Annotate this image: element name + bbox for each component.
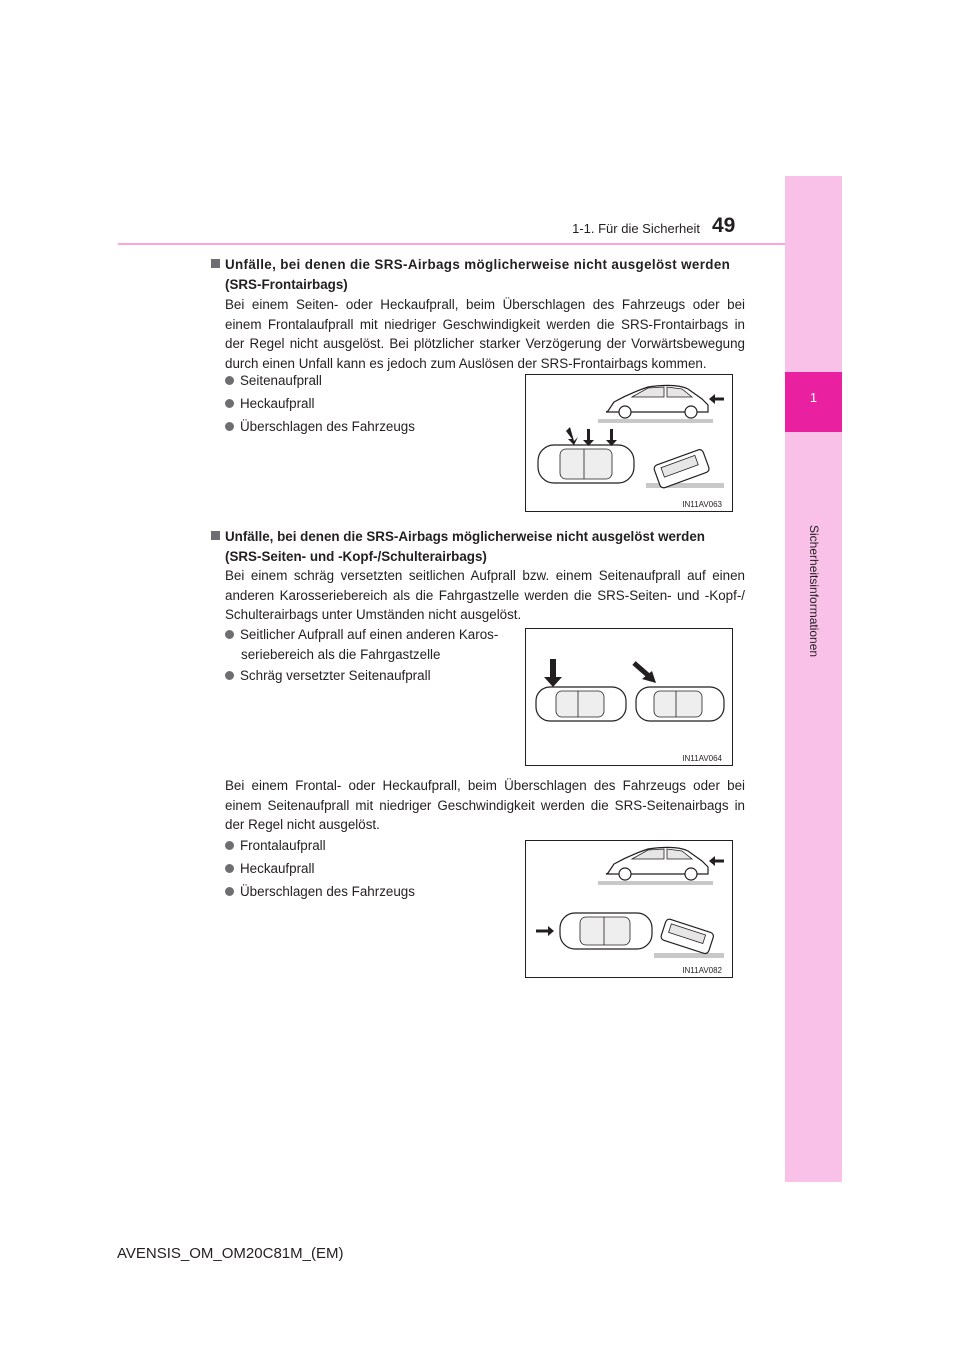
car-rollover-icon [654, 918, 724, 958]
car-impact-illustration [526, 375, 732, 511]
bullet-icon [225, 671, 234, 680]
car-rollover-icon [646, 449, 724, 489]
figure-front-rear-rollover [525, 840, 733, 978]
car-side-view-icon [598, 847, 713, 885]
figure-id: IN11AV064 [682, 754, 722, 763]
list-item: Heckaufprall [225, 394, 314, 414]
section1-body: Bei einem Seiten- oder Heckaufprall, beim Überschlagen des Fahrzeugs oder bei einem Frontalaufprall mit niedriger Geschwindigkeit werden die SRS-Frontairbags in der Regel nicht ausgelöst. Bei plötzlicher starker Verzögerung der Vorwärtsbewegung durch einen Unfall kann es jedoch zum Auslösen der SRS-Frontairbags kommen. [225, 297, 745, 371]
page-number: 49 [712, 214, 736, 237]
section1-heading: Unfälle, bei denen die SRS-Airbags möglicherweise nicht ausgelöst werden (SRS-Frontairbags) [211, 255, 746, 295]
list-item: Seitlicher Aufprall auf einen anderen Karos- seriebereich als die Fahrgastzelle [225, 625, 515, 664]
arrow-left-icon [709, 394, 724, 404]
bullet-icon [225, 376, 234, 385]
bullet-icon [225, 399, 234, 408]
list-item: Schräg versetzter Seitenaufprall [225, 666, 431, 686]
list-item: Heckaufprall [225, 859, 314, 879]
list-item: Seitenaufprall [225, 371, 322, 391]
bullet-icon [225, 864, 234, 873]
section2-body2: Bei einem Frontal- oder Heckaufprall, beim Überschlagen des Fahrzeugs oder bei einem Seitenaufprall mit niedriger Geschwindigkeit werden die SRS-Seitenairbags in der Regel nicht ausgelöst. [225, 778, 745, 832]
list-item: Frontalaufprall [225, 836, 326, 856]
car-top-view-icon [538, 445, 634, 483]
arrow-right-icon [536, 926, 554, 936]
chapter-title: Sicherheitsinformationen [807, 525, 821, 658]
arrow-down-icon [566, 427, 617, 446]
section-title: 1-1. Für die Sicherheit [572, 221, 700, 236]
section2-body: Bei einem schräg versetzten seitlichen Aufprall bzw. einem Seitenaufprall auf einen anderen Karosseriebereich als die Fahrgastzelle werden die SRS-Seiten- und -Kopf-/ Schulterairbags unter Umständen nicht ausgelöst. [225, 568, 745, 622]
header-rule [118, 243, 785, 245]
bullet-icon [225, 422, 234, 431]
arrow-down-icon [544, 659, 562, 687]
chapter-number: 1 [809, 390, 818, 405]
side-tab-band [785, 176, 842, 1182]
figure-side-rear-rollover [525, 374, 733, 512]
car-impact-illustration [526, 629, 732, 765]
car-side-view-icon [598, 385, 713, 423]
arrow-diagonal-icon [634, 663, 656, 683]
car-top-view-icon [560, 913, 652, 949]
document-code: AVENSIS_OM_OM20C81M_(EM) [117, 1245, 344, 1262]
figure-id: IN11AV082 [682, 966, 722, 975]
square-bullet-icon [211, 531, 220, 540]
bullet-icon [225, 887, 234, 896]
car-impact-illustration [526, 841, 732, 977]
car-top-view-icon [536, 687, 626, 721]
list-item: Überschlagen des Fahrzeugs [225, 882, 415, 902]
section2-heading: Unfälle, bei denen die SRS-Airbags möglicherweise nicht ausgelöst werden (SRS-Seiten- und -Kopf-/Schulterairbags) [211, 527, 746, 567]
arrow-left-icon [709, 856, 724, 866]
list-item: Überschlagen des Fahrzeugs [225, 417, 415, 437]
square-bullet-icon [211, 259, 220, 268]
bullet-icon [225, 841, 234, 850]
bullet-icon [225, 630, 234, 639]
figure-id: IN11AV063 [682, 500, 722, 509]
car-top-view-icon [636, 687, 724, 721]
figure-side-offset-impact [525, 628, 733, 766]
